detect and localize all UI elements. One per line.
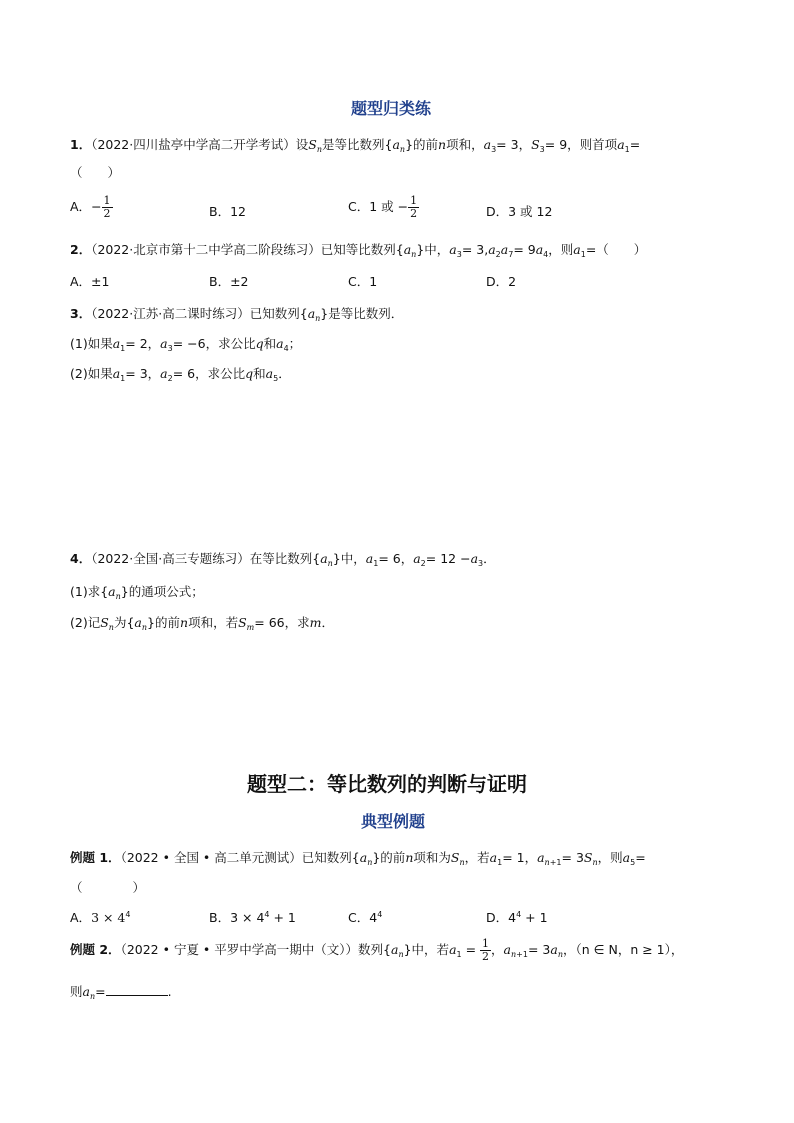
answer-blank[interactable] <box>106 983 168 996</box>
example-2: 例题 2．（2022 • 宁夏 • 平罗中学高一期中（文））数列$\{a_n\}$中，若$a_1$ = $\frac{1}{2}$ ，$a_{n+1}= 3a_n$，（n ∈ N，n ≥ 1）， <box>70 937 684 963</box>
section-2-subtitle: 典型例题 <box>361 812 426 831</box>
question-4: 4．（2022·全国·高三专题练习）在等比数列$\{a_n\}$中，$a_1= 6$，$a_2= 12 -a_3$． <box>70 551 496 568</box>
example-1: 例题 1．（2022 • 全国 • 高二单元测试）已知数列$\{a_n\}$的前n项和为$S_n$，若$a_1= 1$，$a_{n+1}= 3S_n$，则$a_5=$ <box>70 850 646 867</box>
question-3: 3．（2022·江苏·高二课时练习）已知数列$\{a_n\}$是等比数列． <box>70 306 404 323</box>
ex1-option-a: A．$3 \times 4^4$ <box>70 910 131 925</box>
q1-option-b: B．12 <box>209 204 246 219</box>
question-4-part-2: (2)记$S_n$为$\{a_n\}$的前n项和，若$S_m= 66$，求m． <box>70 615 334 632</box>
q1-option-a: A．− $\frac{1}{2}$ <box>70 194 111 220</box>
q2-option-a: A．±1 <box>70 274 110 289</box>
q2-option-b: B．±2 <box>209 274 249 289</box>
question-3-part-1: (1)如果$a_1= 2$，$a_3= -6$，求公比q和$a_4$； <box>70 336 302 353</box>
question-3-part-2: (2)如果$a_1= 3$，$a_2= 6$，求公比q和$a_5$． <box>70 366 291 383</box>
question-4-part-1: (1)求$\{a_n\}$的通项公式； <box>70 584 204 601</box>
question-1-paren: （ ） <box>70 165 121 180</box>
example-1-paren: （ ） <box>70 880 146 895</box>
ex1-option-b: B．$3 \times 4^4 + 1$ <box>209 910 296 925</box>
q2-option-c: C．1 <box>348 274 378 289</box>
example-2-line-2: 则$a_n=$ . <box>70 984 172 1001</box>
question-1: 1．（2022·四川盐亭中学高二开学考试）设$S_n$是等比数列$\{a_n\}$的前n项和，$a_3= 3$，$S_3= 9$，则首项$a_1=$ <box>70 137 641 154</box>
q2-option-d: D．2 <box>486 274 517 289</box>
section-title: 题型归类练 <box>351 99 432 118</box>
question-2: 2．（2022·北京市第十二中学高二阶段练习）已知等比数列$\{a_n\}$中，$a_3= 3,a_2a_7= 9a_4$，则$a_1=$（ ） <box>70 242 647 259</box>
ex1-option-c: C．$4^4$ <box>348 910 383 925</box>
q1-option-d: D．3 或 12 <box>486 204 553 219</box>
ex1-option-d: D．$4^4 + 1$ <box>486 910 548 925</box>
section-2-title: 题型二：等比数列的判断与证明 <box>247 772 527 796</box>
q1-option-c: C．1 或 − $\frac{1}{2}$ <box>348 194 418 220</box>
